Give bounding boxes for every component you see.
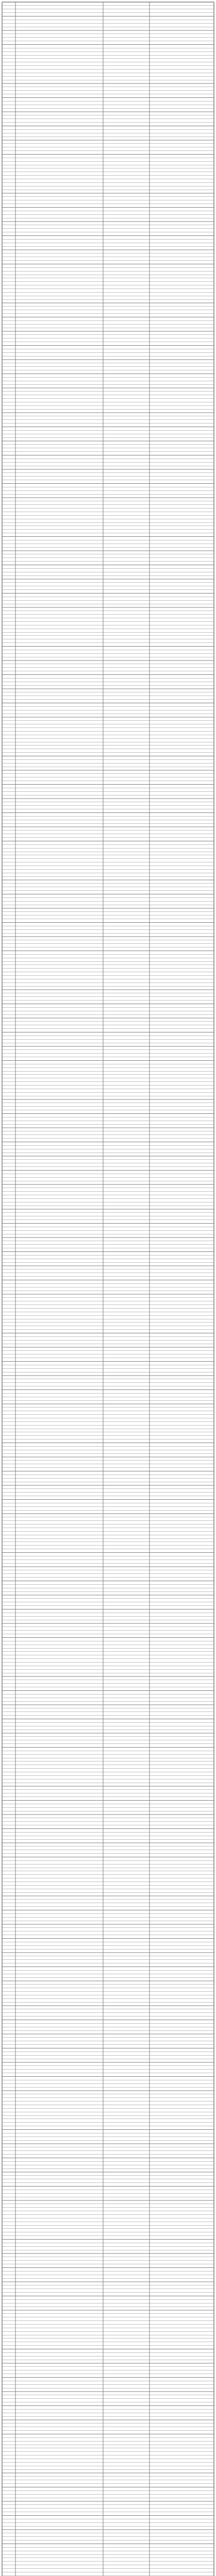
- table-grid: [2, 2, 214, 2576]
